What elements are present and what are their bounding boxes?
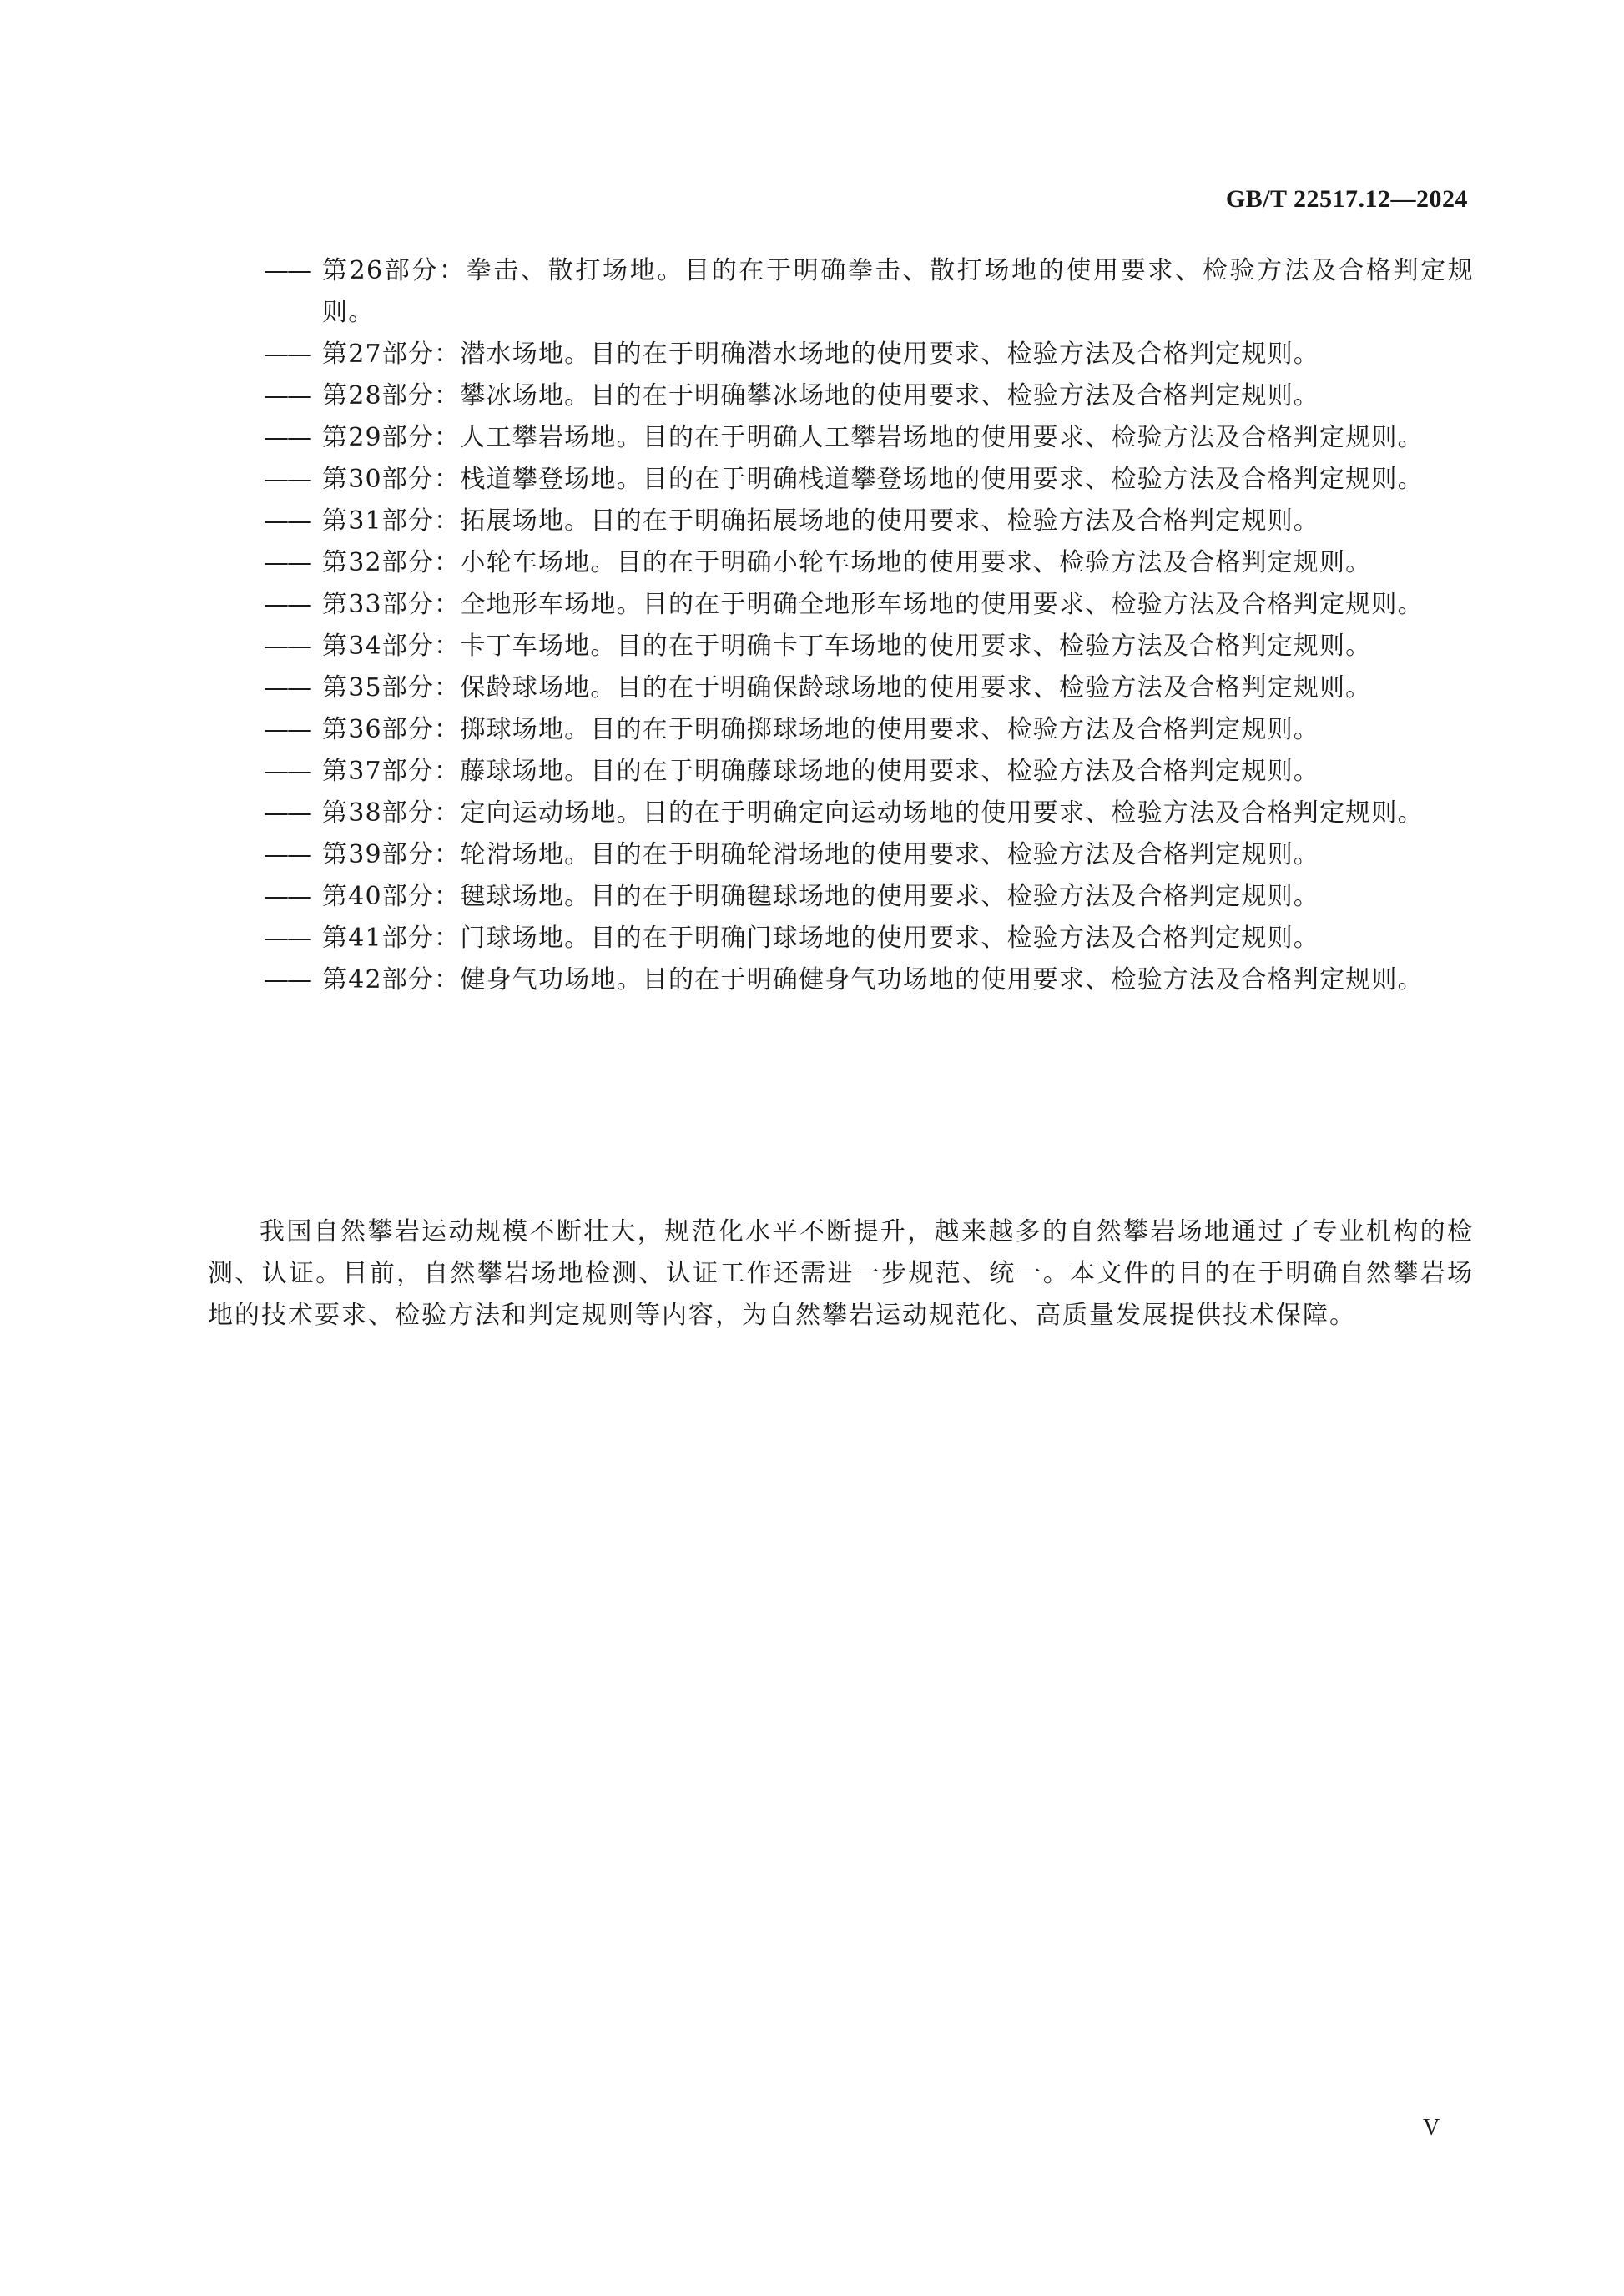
standard-code: GB/T 22517.12—2024 — [1225, 185, 1468, 213]
list-item-text: 第40部分：毽球场地。目的在于明确毽球场地的使用要求、检验方法及合格判定规则。 — [322, 882, 1319, 911]
list-item — [264, 709, 1474, 751]
list-dash: —— — [264, 340, 310, 369]
list-item — [264, 834, 1474, 876]
list-item-text: 第34部分：卡丁车场地。目的在于明确卡丁车场地的使用要求、检验方法及合格判定规则。 — [322, 632, 1372, 661]
list-dash: —— — [264, 632, 310, 661]
list-item — [264, 876, 1474, 918]
list-item — [264, 501, 1474, 542]
list-dash: —— — [264, 798, 310, 828]
list-item-text: 第31部分：拓展场地。目的在于明确拓展场地的使用要求、检验方法及合格判定规则。 — [322, 506, 1319, 536]
list-item — [264, 667, 1474, 709]
list-item — [264, 417, 1474, 459]
list-item-text: 第32部分：小轮车场地。目的在于明确小轮车场地的使用要求、检验方法及合格判定规则。 — [322, 548, 1372, 577]
list-item-text: 第38部分：定向运动场地。目的在于明确定向运动场地的使用要求、检验方法及合格判定规则。 — [322, 798, 1424, 828]
list-item — [264, 751, 1474, 793]
list-dash: —— — [264, 465, 310, 494]
page-number: V — [1423, 2115, 1440, 2141]
list-dash: —— — [264, 506, 310, 536]
list-item — [264, 626, 1474, 667]
list-dash: —— — [264, 882, 310, 911]
parts-list — [264, 250, 1474, 1001]
list-item-text: 第37部分：藤球场地。目的在于明确藤球场地的使用要求、检验方法及合格判定规则。 — [322, 757, 1319, 786]
list-dash: —— — [264, 423, 310, 452]
intro-paragraph: 我国自然攀岩运动规模不断壮大，规范化水平不断提升，越来越多的自然攀岩场地通过了专业机构的检测、认证。目前，自然攀岩场地检测、认证工作还需进一步规范、统一。本文件的目的在于明确自然攀岩场地的技术要求、检验方法和判定规则等内容，为自然攀岩运动规范化、高质量发展提供技术保障。 — [208, 1217, 1474, 1330]
list-item — [264, 793, 1474, 834]
list-item — [264, 459, 1474, 501]
list-dash: —— — [264, 840, 310, 869]
list-item-text: 第27部分：潜水场地。目的在于明确潜水场地的使用要求、检验方法及合格判定规则。 — [322, 340, 1319, 369]
list-dash: —— — [264, 590, 310, 619]
list-dash: —— — [264, 965, 310, 994]
list-dash: —— — [264, 673, 310, 702]
list-item-text: 第29部分：人工攀岩场地。目的在于明确人工攀岩场地的使用要求、检验方法及合格判定规则。 — [322, 423, 1424, 452]
list-item-text: 第33部分：全地形车场地。目的在于明确全地形车场地的使用要求、检验方法及合格判定规则。 — [322, 590, 1424, 619]
list-item-text: 第28部分：攀冰场地。目的在于明确攀冰场地的使用要求、检验方法及合格判定规则。 — [322, 381, 1319, 410]
list-dash: —— — [264, 548, 310, 577]
list-item-text: 第42部分：健身气功场地。目的在于明确健身气功场地的使用要求、检验方法及合格判定规则。 — [322, 965, 1424, 994]
list-item — [264, 375, 1474, 417]
list-item — [264, 250, 1474, 334]
list-item-text: 第30部分：栈道攀登场地。目的在于明确栈道攀登场地的使用要求、检验方法及合格判定规则。 — [322, 465, 1424, 494]
list-dash: —— — [264, 924, 310, 953]
list-item-text: 第39部分：轮滑场地。目的在于明确轮滑场地的使用要求、检验方法及合格判定规则。 — [322, 840, 1319, 869]
list-item — [264, 584, 1474, 626]
list-item — [264, 959, 1474, 1001]
list-item — [264, 918, 1474, 959]
list-dash: —— — [264, 381, 310, 410]
list-item-text: 第36部分：掷球场地。目的在于明确掷球场地的使用要求、检验方法及合格判定规则。 — [322, 715, 1319, 744]
list-item-text: 第35部分：保龄球场地。目的在于明确保龄球场地的使用要求、检验方法及合格判定规则。 — [322, 673, 1372, 702]
list-dash: —— — [264, 757, 310, 786]
list-item-text: 第26部分：拳击、散打场地。目的在于明确拳击、散打场地的使用要求、检验方法及合格判定规则。 — [322, 256, 1474, 327]
list-item — [264, 542, 1474, 584]
list-dash: —— — [264, 256, 310, 285]
list-dash: —— — [264, 715, 310, 744]
list-item — [264, 334, 1474, 375]
list-item-text: 第41部分：门球场地。目的在于明确门球场地的使用要求、检验方法及合格判定规则。 — [322, 924, 1319, 953]
